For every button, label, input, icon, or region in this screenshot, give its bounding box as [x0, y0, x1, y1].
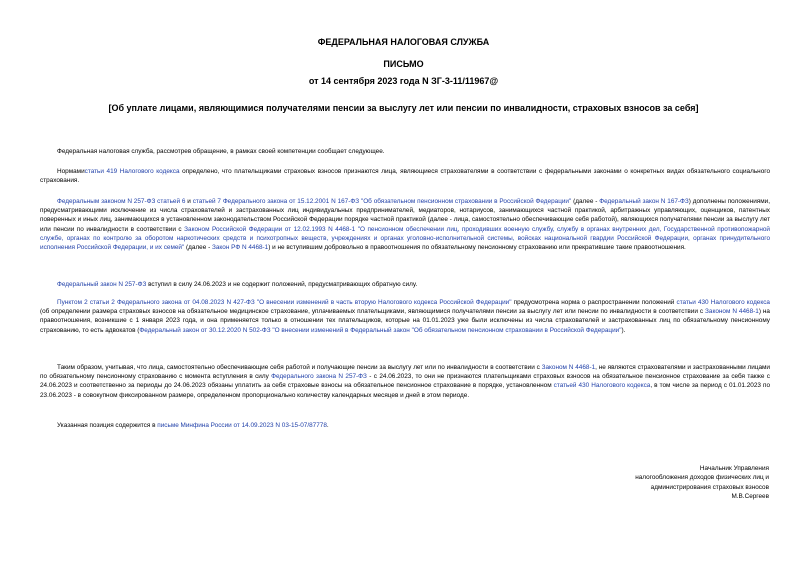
signature-block	[635, 464, 769, 502]
paragraph-text: , в том числе за период с 01.01.2023 по 23.06.2023 - в совокупном фиксированном размере, определенном пропорционально количеству календарных месяцев и дней в этом периоде.	[40, 382, 770, 399]
link-law-rf-4468-1[interactable]: Закон РФ N 4468-1	[211, 244, 269, 252]
paragraph-text: Нормами	[57, 168, 85, 175]
link-law-167-fz[interactable]: Федеральный закон N 167-ФЗ	[599, 198, 689, 205]
link-article-430[interactable]: статьей 430 Налогового кодекса	[553, 382, 651, 390]
paragraph-text: предусмотрена норма о распространении положений	[511, 299, 677, 306]
link-law-4468-1[interactable]: Законом N 4468-1	[705, 308, 759, 316]
link-law-4468-1[interactable]: Законом N 4468-1	[541, 364, 596, 371]
link-law-257-fz[interactable]: Федеральным законом N 257-ФЗ	[57, 198, 156, 205]
paragraph-text: и	[185, 198, 193, 205]
document-subject: [Об уплате лицами, являющимися получателями пенсии за выслугу лет или пенсии по инвалидности, страховых взносов за себя]	[108, 103, 699, 113]
link-law-167-articles[interactable]: статьей 7 Федерального закона от 15.12.2001 N 167-ФЗ "Об обязательном пенсионном страховании в Российской Федерации"	[192, 198, 572, 205]
signer-name: М.В.Сергеев	[731, 493, 769, 501]
paragraph-text: ) и не вступившим добровольно в правоотношения по обязательному пенсионному страхованию или прекратившие такие правоотношения.	[268, 244, 686, 252]
paragraph-text: Федеральная налоговая служба, рассмотрев обращение, в рамках своей компетенции сообщает следующее.	[57, 148, 385, 155]
paragraph-text: - с 24.06.2023, то они не признаются плательщиками страховых взносов на обязательное пенсионное страхование за себя также с 24.06.2023 и соответственно за периоды до 24.06.2023 обязаны уплатить за себя страховые взносы на обязательное пенсионное страхование в порядке, установленном	[40, 373, 770, 390]
link-article-6[interactable]: статьей 6	[157, 198, 186, 205]
link-law-427-fz[interactable]: Пунктом 2 статьи 2 Федерального закона от 04.08.2023 N 427-ФЗ "О внесении изменений в часть вторую Налогового кодекса Российской Федерации"	[57, 299, 512, 306]
paragraph-law-427	[40, 298, 770, 335]
link-law-257-fz[interactable]: Федеральный закон N 257-ФЗ	[57, 281, 147, 288]
paragraph-text: вступил в силу 24.06.2023 и не содержит положений, предусматривающих обратную силу.	[146, 281, 418, 288]
paragraph-text: определено, что плательщиками страховых взносов признаются лица, являющиеся страхователями в соответствии с федеральными законами о конкретных видах обязательного социального страхования.	[40, 168, 770, 185]
paragraph-text: .	[326, 422, 329, 429]
link-article-419[interactable]: статьи 419 Налогового кодекса	[84, 168, 180, 175]
paragraph-text: (далее -	[571, 198, 600, 205]
paragraph-text: ) на правоотношения, возникшие с 1 января 2023 года, и она применяется только в отношении тех плательщиков, которые на 01.01.2023 уже были исключены из числа страхователей и застрахованных лиц по обязательному пенсионному страхованию, то есть адвокатов (	[40, 308, 770, 334]
paragraph-text: , не являются страхователями и застрахованными лицами по обязательному пенсионному страхованию с момента вступления в силу	[40, 364, 770, 381]
document-type: ПИСЬМО	[383, 59, 424, 69]
paragraph-text: Таким образом, учитывая, что лица, самостоятельно обеспечивающие себя работой и получающие пенсии за выслугу лет или по инвалидности в соответствии с	[57, 364, 542, 371]
signer-position-line2: налогообложения доходов физических лиц и	[635, 474, 769, 482]
paragraph-reference	[40, 421, 770, 430]
signer-position-line1: Начальник Управления	[699, 465, 769, 472]
link-minfin-letter[interactable]: письме Минфина России от 14.09.2023 N 03-15-07/87778	[157, 422, 327, 429]
paragraph-intro	[40, 147, 770, 156]
agency-title: ФЕДЕРАЛЬНАЯ НАЛОГОВАЯ СЛУЖБА	[317, 37, 490, 47]
paragraph-text: ).	[621, 326, 626, 334]
paragraph-text: (далее -	[184, 244, 212, 252]
paragraph-law-257	[40, 197, 770, 252]
link-law-4468-1-full[interactable]: Законом Российской Федерации от 12.02.1993 N 4468-1 "О пенсионном обеспечении лиц, проходивших военную службу, службу в органах внутренних дел, Государственной противопожарной службе, органах по контролю за оборотом наркотических средств и психотропных веществ, учреждениях и органах уголовно-исполнительной системы, войсках национальной гвардии Российской Федерации, органах принудительного исполнения Российской Федерации, и их семей"	[40, 225, 770, 252]
paragraph-effective-date	[40, 280, 770, 289]
signer-position-line3: администрирования страховых взносов	[650, 483, 769, 491]
paragraph-text: ) дополнены положениями, предусматривающими исключение из числа страхователей и застрахованных лиц индивидуальных предпринимателей, медиаторов, нотариусов, занимающихся частной практикой, арбитражных управляющих, оценщиков, патентных поверенных и иных лиц, занимающихся в установленном законодательством Российской Федерации порядке частной практикой (далее - лица, самостоятельно обеспечивающие себя работой), являющихся получателями пенсии за выслугу лет или пенсии по инвалидности в соответствии с	[40, 198, 770, 233]
link-law-502-fz[interactable]: Федеральный закон от 30.12.2020 N 502-ФЗ "О внесении изменений в Федеральный закон "Об обязательном пенсионном страховании в Российской Федерации"	[139, 326, 622, 334]
paragraph-text: Указанная позиция содержится в	[57, 422, 158, 429]
paragraph-text: (об определении размера страховых взносов на обязательное медицинское страхование, уплачиваемых плательщиками, являющимися получателями пенсии за выслугу лет или пенсии по инвалидности в соответствии с	[40, 308, 706, 316]
document-date-number: от 14 сентября 2023 года N ЗГ-3-11/11967@	[308, 76, 499, 86]
link-law-257-fz[interactable]: Федерального закона N 257-ФЗ	[271, 373, 367, 381]
paragraph-norms	[40, 167, 770, 185]
paragraph-conclusion	[40, 363, 770, 400]
link-article-430[interactable]: статьи 430 Налогового кодекса	[676, 299, 770, 306]
